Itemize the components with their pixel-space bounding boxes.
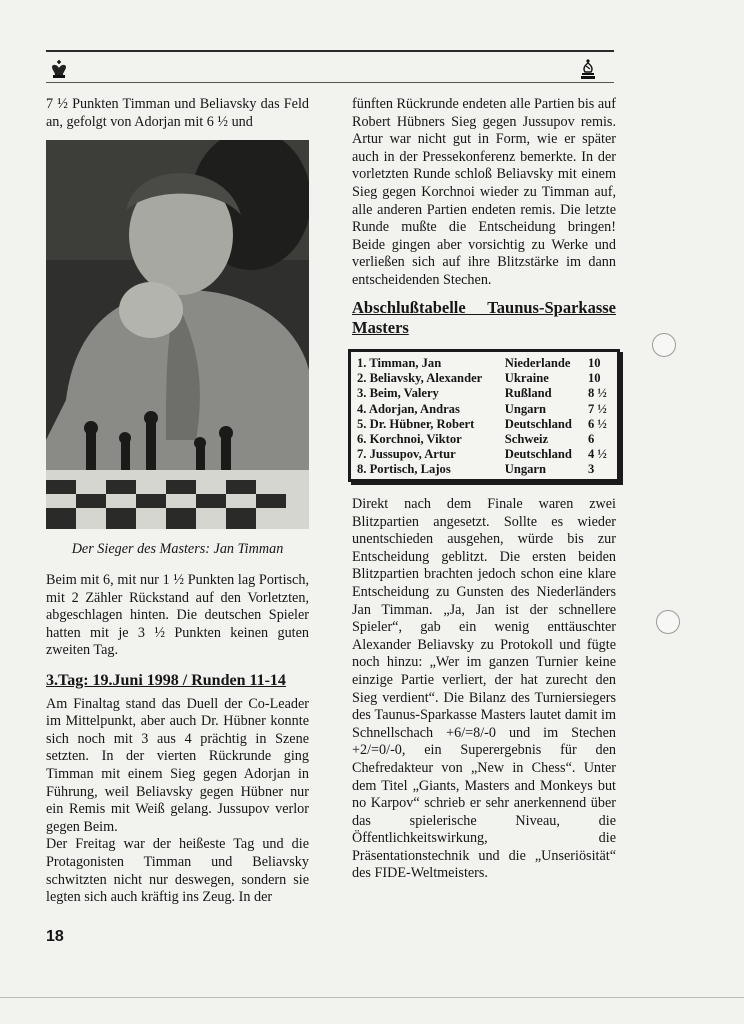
table-row [357,386,611,401]
standings-heading: Abschlußtabelle Taunus-Sparkasse Masters [352,298,616,337]
points-cell: 10 [587,356,601,370]
standings-heading-wrap [352,298,616,338]
photo-caption: Der Sieger des Masters: Jan Timman [71,541,284,557]
country-cell: Ungarn [504,462,547,477]
header-rule-thin [46,82,614,83]
left-column-intro [46,96,309,131]
header-rule [46,50,614,52]
right-column-body [352,496,616,883]
points-cell: 4 ½ [587,447,607,462]
table-row [357,432,611,447]
section-heading: 3.Tag: 19.Juni 1998 / Runden 11-14 [46,671,286,689]
player-name-cell: 1. Timman, Jan [357,356,442,370]
right-column-intro [352,96,616,290]
player-name-cell: 6. Korchnoi, Viktor [357,432,462,447]
points-cell: 8 ½ [587,386,607,401]
table-row [357,447,611,462]
table-row [357,402,611,417]
country-cell: Niederlande [504,356,571,370]
standings-grid [357,356,611,478]
paragraph: fünften Rückrunde endeten alle Partien bis auf Robert Hübners Sieg gegen Jussupov remis. Artur war nicht gut in Form, wie er später auch in der Pressekonferenz bemerkte. In der vorletzten Runde schloß Beliavsky mit einem Sieg gegen Korchnoi wieder zu Timman auf, alle anderen Partien endeten remis. Die letzte Runde mußte die Entscheidung bringen! Beide gingen aber vorsichtig zu Werke und verließen sich auf ihre Blitzstärke im dann entscheidenden Stechen. [352,96,616,288]
points-cell: 6 [587,432,595,447]
binder-hole [656,610,680,634]
page-number: 18 [46,928,64,945]
table-row [357,356,611,371]
binder-hole [652,333,676,357]
country-cell: Schweiz [504,432,549,447]
table-row [357,371,611,386]
country-cell: Deutschland [504,447,572,462]
points-cell: 7 ½ [587,401,607,416]
footer-edge [0,997,744,998]
paragraph: Am Finaltag stand das Duell der Co-Leader im Mittelpunkt, aber auch Dr. Hübner konnte sich noch mit 3 aus 4 prächtig in Szene setzten. In der vierten Rückrunde ging Timman mit einem Sieg gegen Adorjan in Führung, weil Beliavsky gegen Hübner nur ein Remis mit Weiß gelang. Jussupov verlor gegen Beim. [46,695,309,835]
bishop-chess-icon [577,58,599,80]
player-name-cell: 8. Portisch, Lajos [357,462,451,477]
player-name-cell: 3. Beim, Valery [357,386,439,401]
paragraph: Direkt nach dem Finale waren zwei Blitzpartien angesetzt. Sollte es wieder unentschieden ausgehen, würde bis zur Entscheidung geblitzt. Die ersten beiden Blitzpartien brachten jedoch schon eine klare Entscheidung zu Gunsten des Niederländers Jan Timman. „Ja, Jan ist der schnellere Spieler“, gab ein wenig enttäuschter Alexander Beliavsky zu Protokoll und fügte noch hinzu: „Wer im ganzen Turnier keine einzige Partie verliert, der hat zurecht den Sieg verdient“. Die Bilanz des Turniersiegers des Taunus-Sparkasse Masters lautet damit im Schnellschach +6/=8/-0 und im Stechen +2/=0/-0, ein Superergebnis für den Chefredakteur von „New in Chess“. Unter dem Titel „Giants, Masters and Monkeys but no Karpov“ schrieb er sehr anerkennend über das spielerische Niveau, die Öffentlichkeitswirkung, die Präsentationstechnik und die „Unseriösität“ des FIDE-Weltmeisters. [352,496,616,882]
paragraph: Der Freitag war der heißeste Tag und die Protagonisten Timman und Beliavsky schwitzten nicht nur deswegen, sondern sie legten sich auch kräftig ins Zeug. In der [46,836,309,906]
winner-photo [46,140,309,529]
photo-illustration [46,140,309,529]
player-name-cell: 4. Adorjan, Andras [357,401,460,416]
standings-table [348,349,620,482]
left-column-body [46,572,309,907]
player-name-cell: 7. Jussupov, Artur [357,447,456,462]
points-cell: 6 ½ [587,416,607,431]
country-cell: Ungarn [504,401,547,416]
country-cell: Ukraine [504,371,549,386]
table-row [357,462,611,477]
country-cell: Deutschland [504,416,572,431]
player-name-cell: 2. Beliavsky, Alexander [357,371,483,386]
points-cell: 10 [587,371,601,386]
paragraph: 7 ½ Punkten Timman und Beliavsky das Feld an, gefolgt von Adorjan mit 6 ½ und [46,96,309,130]
king-chess-icon [48,58,70,80]
table-row [357,417,611,432]
player-name-cell: 5. Dr. Hübner, Robert [357,416,475,431]
country-cell: Rußland [504,386,552,401]
paragraph: Beim mit 6, mit nur 1 ½ Punkten lag Portisch, mit 2 Zähler Rückstand auf den Vorletzten, abgeschlagen hinten. Die deutschen Spieler hatten mit je 3 ½ Punkten keinen guten zweiten Tag. [46,572,309,659]
points-cell: 3 [587,462,595,477]
